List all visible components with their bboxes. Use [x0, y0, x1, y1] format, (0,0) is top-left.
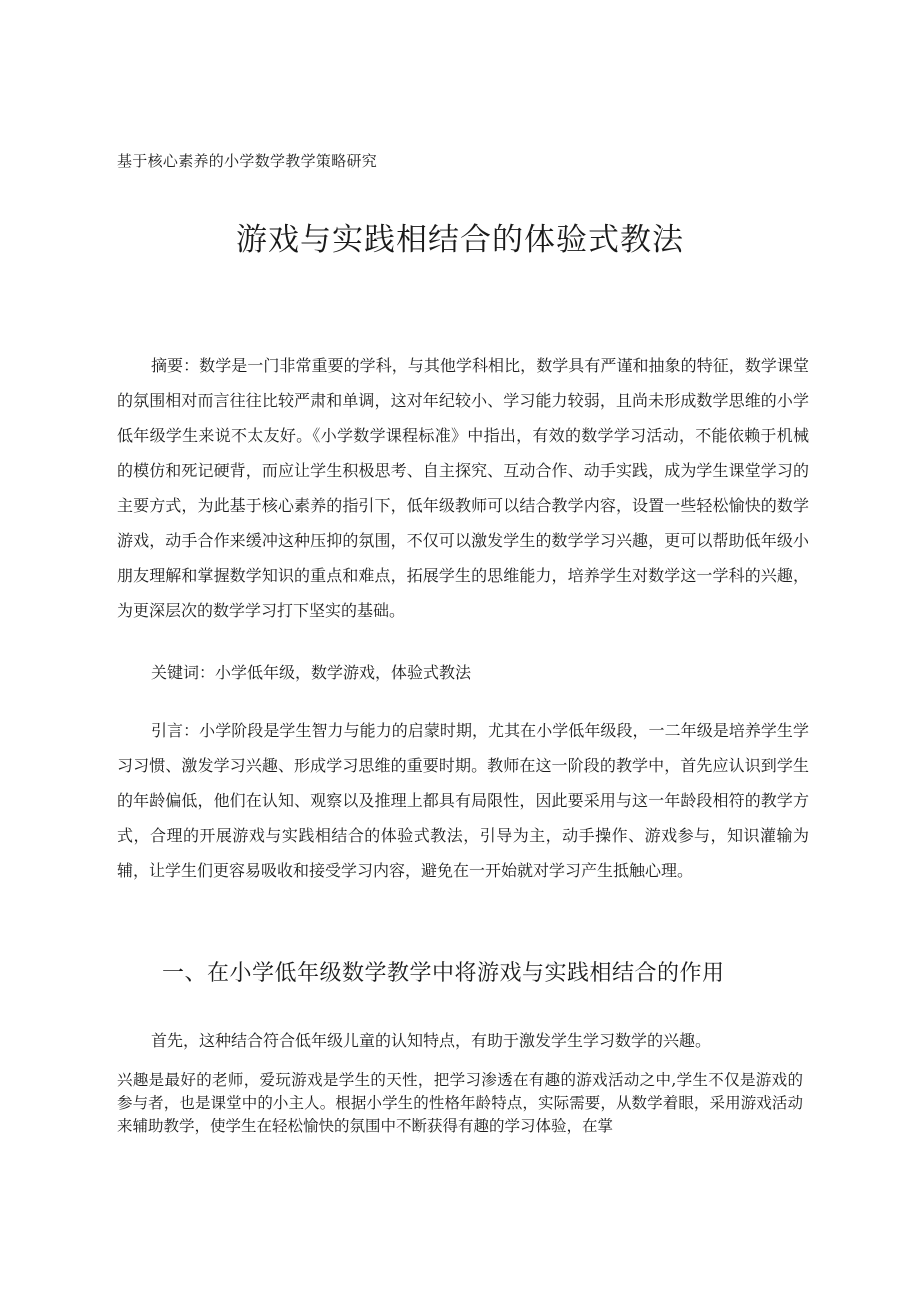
- series-title: 基于核心素养的小学数学教学策略研究: [117, 152, 378, 170]
- abstract-paragraph: 摘要：数学是一门非常重要的学科，与其他学科相比，数学具有严谨和抽象的特征，数学课堂的氛围相对而言往往比较严肃和单调，这对年纪较小、学习能力较弱，且尚未形成数学思维的小学低年级学生来说不太友好。《小学数学课程标准》中指出，有效的数学学习活动，不能依赖于机械的模仿和死记硬背，而应让学生积极思考、自主探究、互动合作、动手实践，成为学生课堂学习的主要方式，为此基于核心素养的指引下，低年级教师可以结合教学内容，设置一些轻松愉快的数学游戏，动手合作来缓冲这种压抑的氛围，不仅可以激发学生的数学学习兴趣，更可以帮助低年级小朋友理解和掌握数学知识的重点和难点，拓展学生的思维能力，培养学生对数学这一学科的兴趣，为更深层次的数学学习打下坚实的基础。: [117, 356, 809, 620]
- keywords-paragraph: 关键词：小学低年级，数学游戏，体验式教法: [151, 663, 472, 682]
- section-body-paragraph: 兴趣是最好的老师，爱玩游戏是学生的天性，把学习渗透在有趣的游戏活动之中,学生不仅是游戏的参与者，也是课堂中的小主人。根据小学生的性格年龄特点，实际需要，从数学着眼，采用游戏活动来辅助教学，使学生在轻松愉快的氛围中不断获得有趣的学习体验，在掌: [117, 1071, 803, 1135]
- section-heading: 一、在小学低年级数学教学中将游戏与实践相结合的作用: [162, 961, 725, 986]
- introduction-paragraph: 引言：小学阶段是学生智力与能力的启蒙时期，尤其在小学低年级段，一二年级是培养学生学习习惯、激发学习兴趣、形成学习思维的重要时期。教师在这一阶段的教学中，首先应认识到学生的年龄偏低，他们在认知、观察以及推理上都具有局限性，因此要采用与这一年龄段相符的教学方式，合理的开展游戏与实践相结合的体验式教法，引导为主，动手操作、游戏参与，知识灌输为辅，让学生们更容易吸收和接受学习内容，避免在一开始就对学习产生抵触心理。: [117, 721, 809, 880]
- document-title: 游戏与实践相结合的体验式教法: [236, 222, 684, 258]
- section-first-point: 首先，这种结合符合低年级儿童的认知特点，有助于激发学生学习数学的兴趣。: [151, 1031, 712, 1050]
